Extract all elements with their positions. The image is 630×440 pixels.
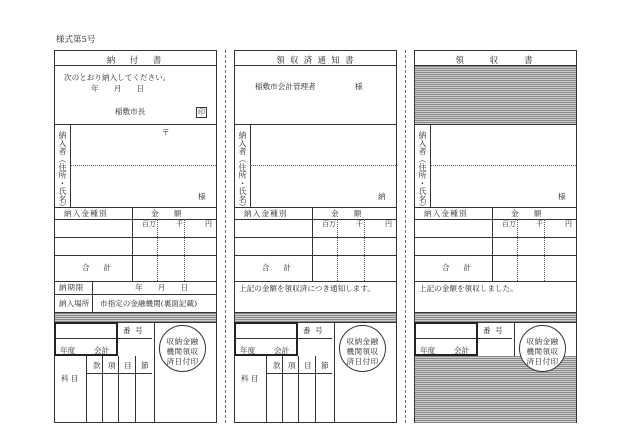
col-moku: 目 (304, 361, 312, 370)
fiscal-box (414, 322, 478, 356)
amount-header: 金 額 (511, 209, 542, 218)
notice-title: 領 収 済 通 知 書 (276, 56, 355, 66)
col-kan: 款 (273, 361, 281, 370)
amount-header: 金 額 (151, 209, 182, 218)
unit-yen: 円 (385, 220, 392, 228)
bank-receipt-seal-circle: 収納金融 機関領収 済日付印 (519, 325, 566, 372)
col-kou: 項 (108, 361, 116, 370)
payment-instruction: 次のとおり納入してください。 (64, 73, 171, 82)
payment-place-label: 納入場所 (59, 299, 90, 308)
bank-receipt-seal-circle: 収納金融 機関領収 済日付印 (159, 325, 206, 372)
account-label: 会計 (454, 346, 470, 355)
payer-label: 納入者（住所・氏名） (58, 131, 67, 211)
total-label: 合 計 (262, 263, 294, 272)
payment-slip-title: 納 付 書 (106, 56, 165, 66)
col-setsu: 節 (141, 361, 149, 370)
notice-message: 上記の金額を領収済につき通知します。 (239, 284, 375, 293)
col-kou: 項 (288, 361, 296, 370)
payment-issue-date: 年 月 日 (91, 84, 145, 93)
perforation-line-2 (405, 50, 406, 423)
notice-recipient-honorific: 様 (355, 82, 363, 91)
payment-type-header: 納入金種別 (244, 209, 288, 218)
unit-yen: 円 (565, 220, 572, 228)
amount-header: 金 額 (331, 209, 362, 218)
due-date-value: 年 月 日 (135, 283, 189, 292)
official-seal-stamp: 印 (198, 108, 205, 116)
receipt-panel (414, 50, 577, 423)
unit-thousand: 千 (176, 220, 183, 228)
fiscal-box (54, 322, 118, 356)
notice-payer-suffix: 納 (378, 192, 386, 201)
payer-honorific: 様 (558, 192, 566, 201)
payer-label: 納入者（住所・氏名） (418, 131, 427, 211)
unit-million: 百万 (502, 220, 516, 228)
payer-label: 納入者（住所・氏名） (238, 131, 247, 211)
receipt-message: 上記の金額を領収しました。 (419, 284, 518, 293)
unit-yen: 円 (205, 220, 212, 228)
bank-receipt-seal-circle: 収納金融 機関領収 済日付印 (339, 325, 386, 372)
col-setsu: 節 (321, 361, 329, 370)
payment-type-header: 納入金種別 (424, 209, 468, 218)
kamoku-label: 科目 (61, 374, 81, 383)
unit-thousand: 千 (356, 220, 363, 228)
unit-million: 百万 (322, 220, 336, 228)
fiscal-year-label: 年度 (60, 346, 76, 355)
col-moku: 目 (124, 361, 132, 370)
fiscal-box (234, 322, 298, 356)
notice-recipient: 稲敷市会計管理者 (255, 82, 316, 91)
account-label: 会計 (274, 346, 290, 355)
total-label: 合 計 (82, 263, 114, 272)
unit-million: 百万 (142, 220, 156, 228)
payment-notice-panel (234, 50, 397, 423)
kamoku-label: 科目 (241, 374, 261, 383)
payment-issuer: 稲敷市長 (115, 107, 146, 116)
number-label: 番号 (483, 326, 508, 335)
postal-mark: 〒 (162, 128, 170, 137)
payment-type-header: 納入金種別 (64, 209, 108, 218)
perforation-line-1 (225, 50, 226, 423)
fiscal-year-label: 年度 (420, 346, 436, 355)
receipt-title: 領 収 書 (455, 56, 536, 66)
payment-slip-panel (54, 50, 217, 423)
payer-honorific: 様 (198, 192, 206, 201)
col-kan: 款 (93, 361, 101, 370)
total-label: 合 計 (442, 263, 474, 272)
account-label: 会計 (94, 346, 110, 355)
fiscal-year-label: 年度 (240, 346, 256, 355)
payment-place-value: 市指定の金融機関(裏面記載) (100, 299, 198, 308)
number-label: 番号 (303, 326, 328, 335)
due-date-label: 納期限 (59, 283, 85, 292)
unit-thousand: 千 (536, 220, 543, 228)
form-number-label: 様式第5号 (56, 35, 96, 45)
number-label: 番号 (123, 326, 148, 335)
